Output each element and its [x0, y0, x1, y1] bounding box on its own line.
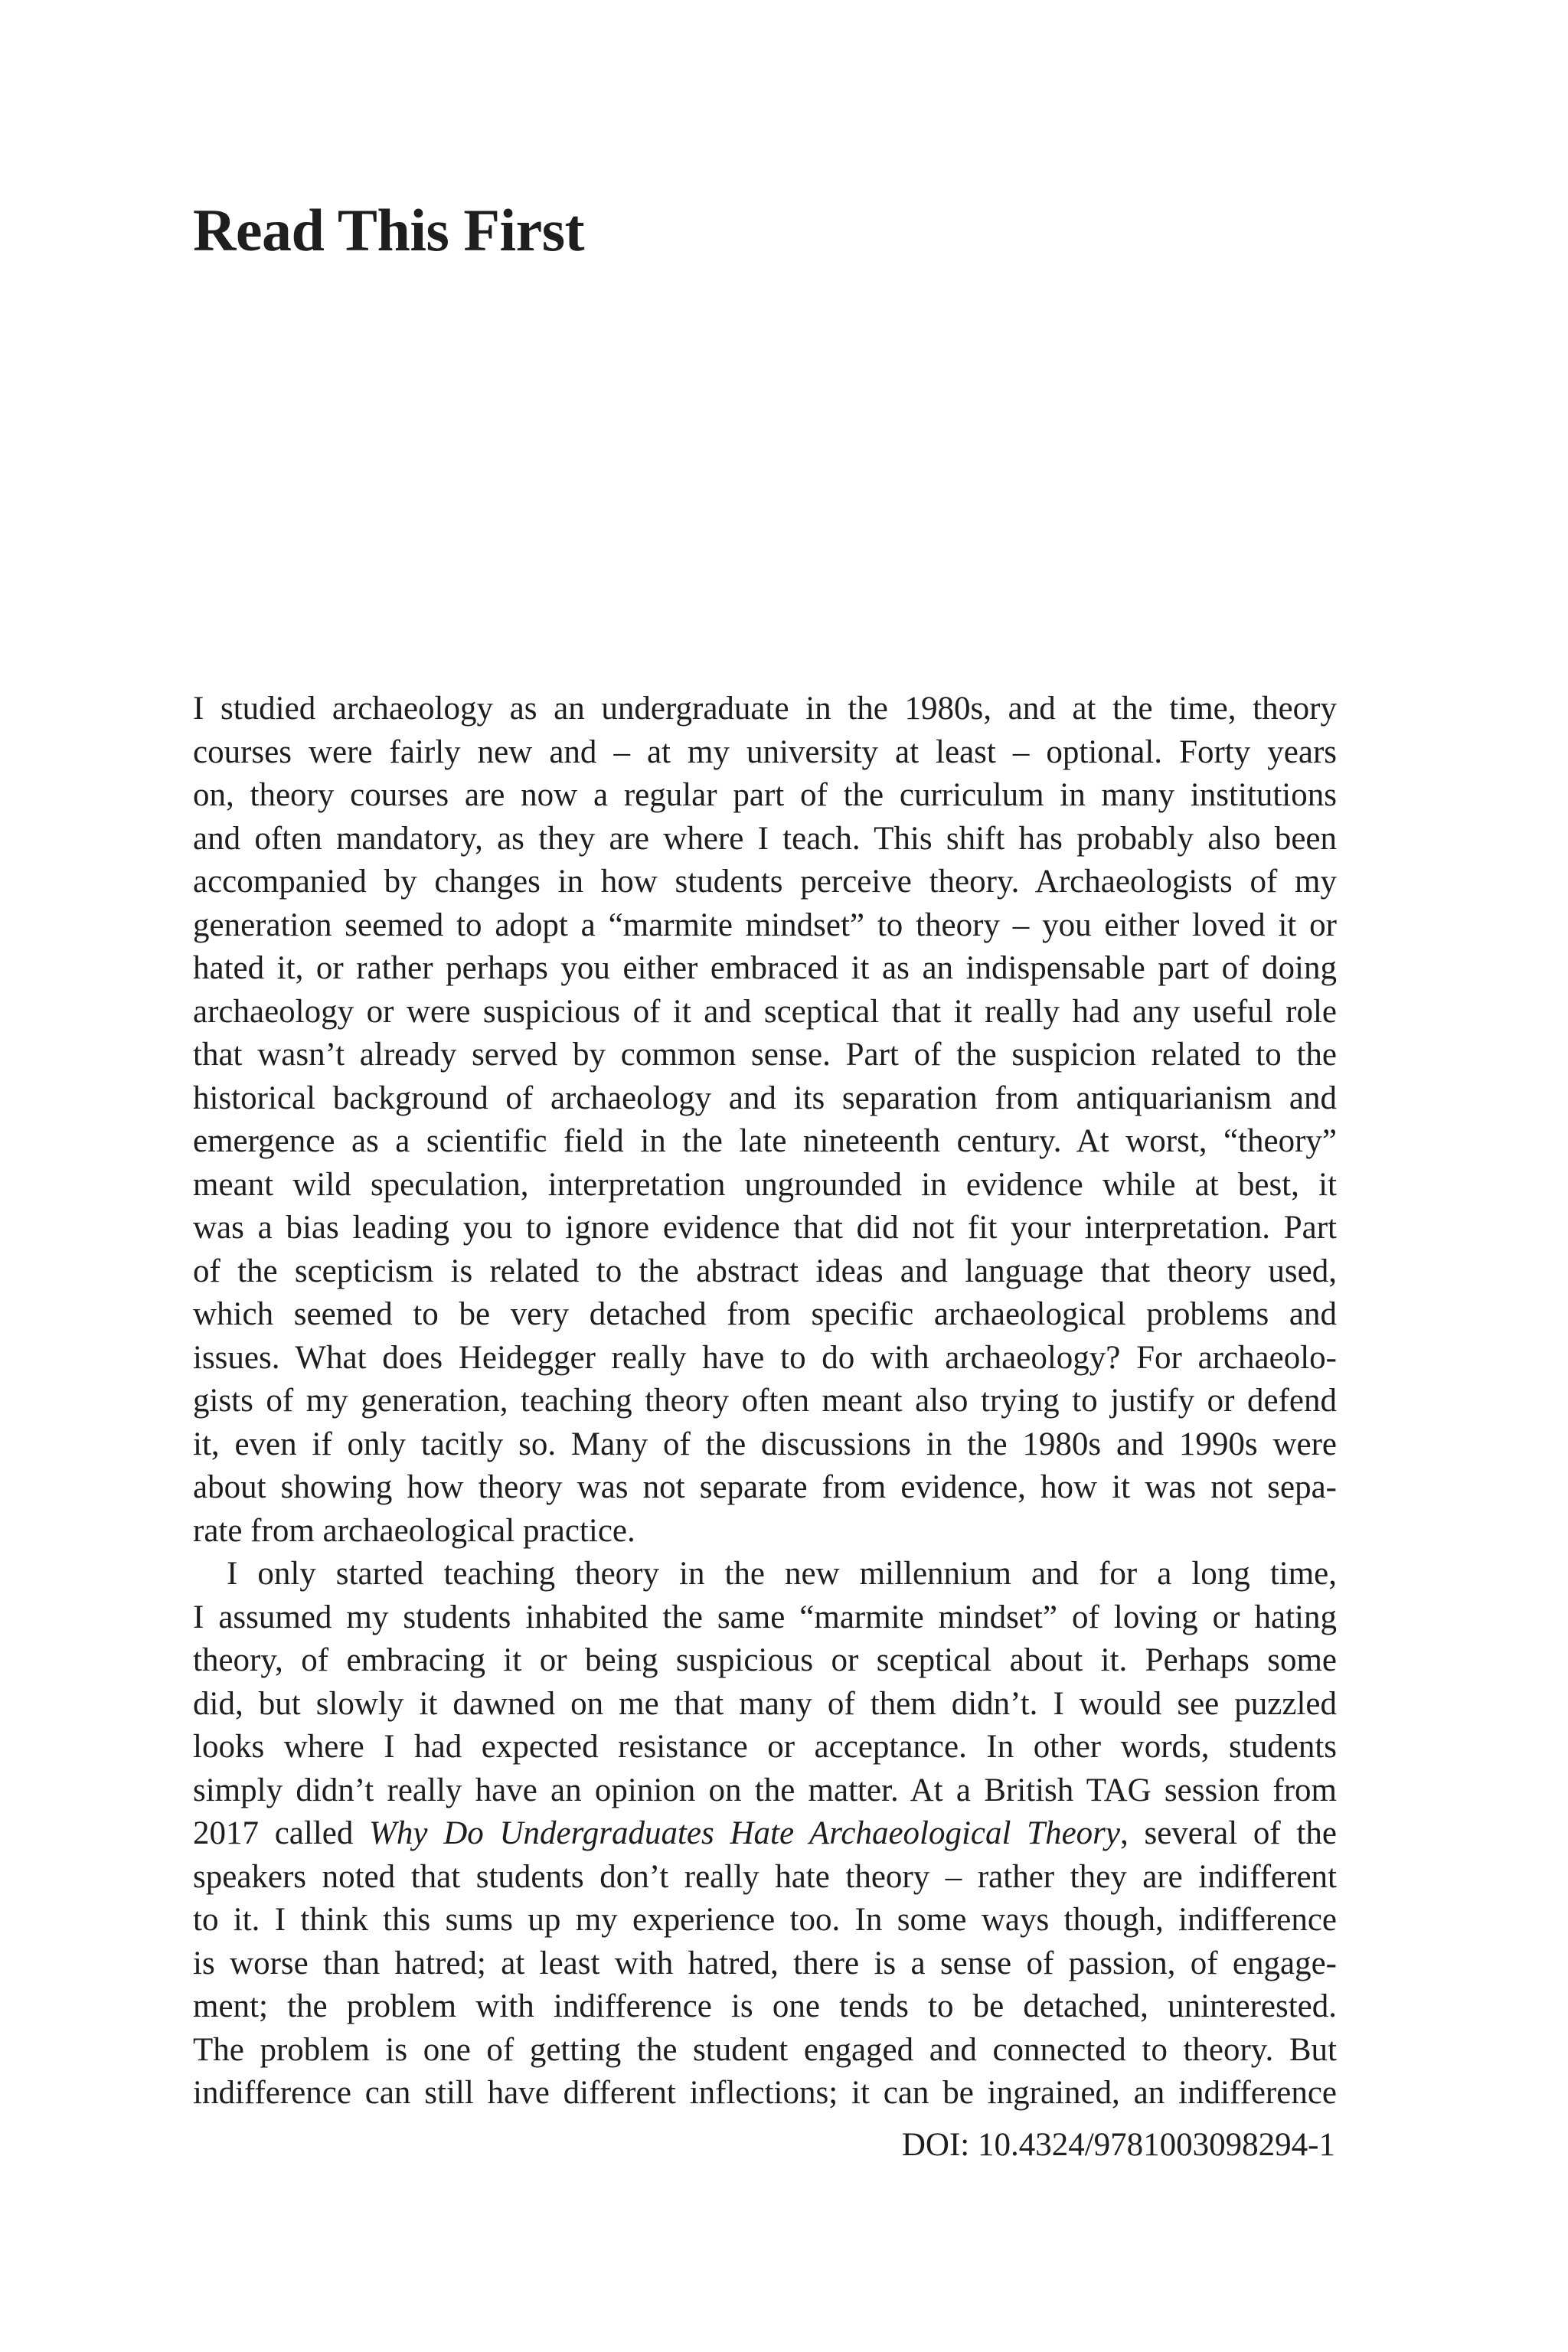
text-line: I assumed my students inhabited the same “marmite mindset” of loving or hating	[193, 1599, 1337, 1635]
text-line: gists of my generation, teaching theory often meant also trying to justify or defend	[193, 1383, 1337, 1419]
text-line: courses were fairly new and – at my university at least – optional. Forty years	[193, 733, 1337, 770]
text-line: simply didn’t really have an opinion on the matter. At a British TAG session from	[193, 1772, 1337, 1808]
text-line: did, but slowly it dawned on me that many of them didn’t. I would see puzzled	[193, 1685, 1337, 1722]
text-line: is worse than hatred; at least with hatred, there is a sense of passion, of engage-	[193, 1945, 1337, 1981]
doi-footer: DOI: 10.4324/9781003098294-1	[901, 2127, 1335, 2163]
text-line: emergence as a scientific field in the late nineteenth century. At worst, “theory”	[193, 1123, 1337, 1159]
text-line: meant wild speculation, interpretation ungrounded in evidence while at best, it	[193, 1166, 1337, 1203]
text-line: looks where I had expected resistance or acceptance. In other words, students	[193, 1729, 1337, 1765]
text-run: , several of the	[1120, 1815, 1337, 1851]
text-line	[193, 1812, 1337, 1856]
text-line: of the scepticism is related to the abstract ideas and language that theory used,	[193, 1253, 1337, 1289]
text-line: I only started teaching theory in the new millennium and for a long time,	[227, 1556, 1337, 1592]
text-line: that wasn’t already served by common sense. Part of the suspicion related to the	[193, 1037, 1337, 1073]
chapter-title: Read This First	[193, 197, 585, 263]
text-line: was a bias leading you to ignore evidence that did not fit your interpretation. Part	[193, 1210, 1337, 1246]
text-line: rate from archaeological practice.	[193, 1512, 635, 1549]
text-line: about showing how theory was not separate from evidence, how it was not sepa-	[193, 1469, 1337, 1505]
body-text	[193, 688, 1337, 2115]
text-line: to it. I think this sums up my experience too. In some ways though, indifference	[193, 1902, 1337, 1938]
text-line: it, even if only tacitly so. Many of the discussions in the 1980s and 1990s were	[193, 1426, 1337, 1462]
text-line: historical background of archaeology and its separation from antiquarianism and	[193, 1080, 1337, 1116]
text-line: hated it, or rather perhaps you either embraced it as an indispensable part of doing	[193, 950, 1337, 986]
text-line: theory, of embracing it or being suspicious or sceptical about it. Perhaps some	[193, 1642, 1337, 1678]
text-line: which seemed to be very detached from specific archaeological problems and	[193, 1296, 1337, 1332]
text-line: ment; the problem with indifference is one tends to be detached, uninterested.	[193, 1988, 1337, 2024]
text-line: on, theory courses are now a regular part of the curriculum in many institutions	[193, 777, 1337, 813]
text-line: indifference can still have different inflections; it can be ingrained, an indifference	[193, 2075, 1337, 2111]
session-title: Why Do Undergraduates Hate Archaeological Theory	[369, 1815, 1120, 1851]
text-line: generation seemed to adopt a “marmite mindset” to theory – you either loved it or	[193, 906, 1337, 943]
text-line: I studied archaeology as an undergraduate in the 1980s, and at the time, theory	[193, 691, 1337, 727]
text-line: accompanied by changes in how students perceive theory. Archaeologists of my	[193, 864, 1337, 900]
text-line: archaeology or were suspicious of it and sceptical that it really had any useful role	[193, 993, 1337, 1030]
text-line: and often mandatory, as they are where I teach. This shift has probably also been	[193, 820, 1337, 857]
text-line: issues. What does Heidegger really have to do with archaeology? For archaeolo-	[193, 1339, 1337, 1376]
text-line: The problem is one of getting the student engaged and connected to theory. But	[193, 2031, 1337, 2068]
text-line: speakers noted that students don’t really hate theory – rather they are indifferent	[193, 1858, 1337, 1895]
text-run: 2017 called	[193, 1815, 370, 1851]
